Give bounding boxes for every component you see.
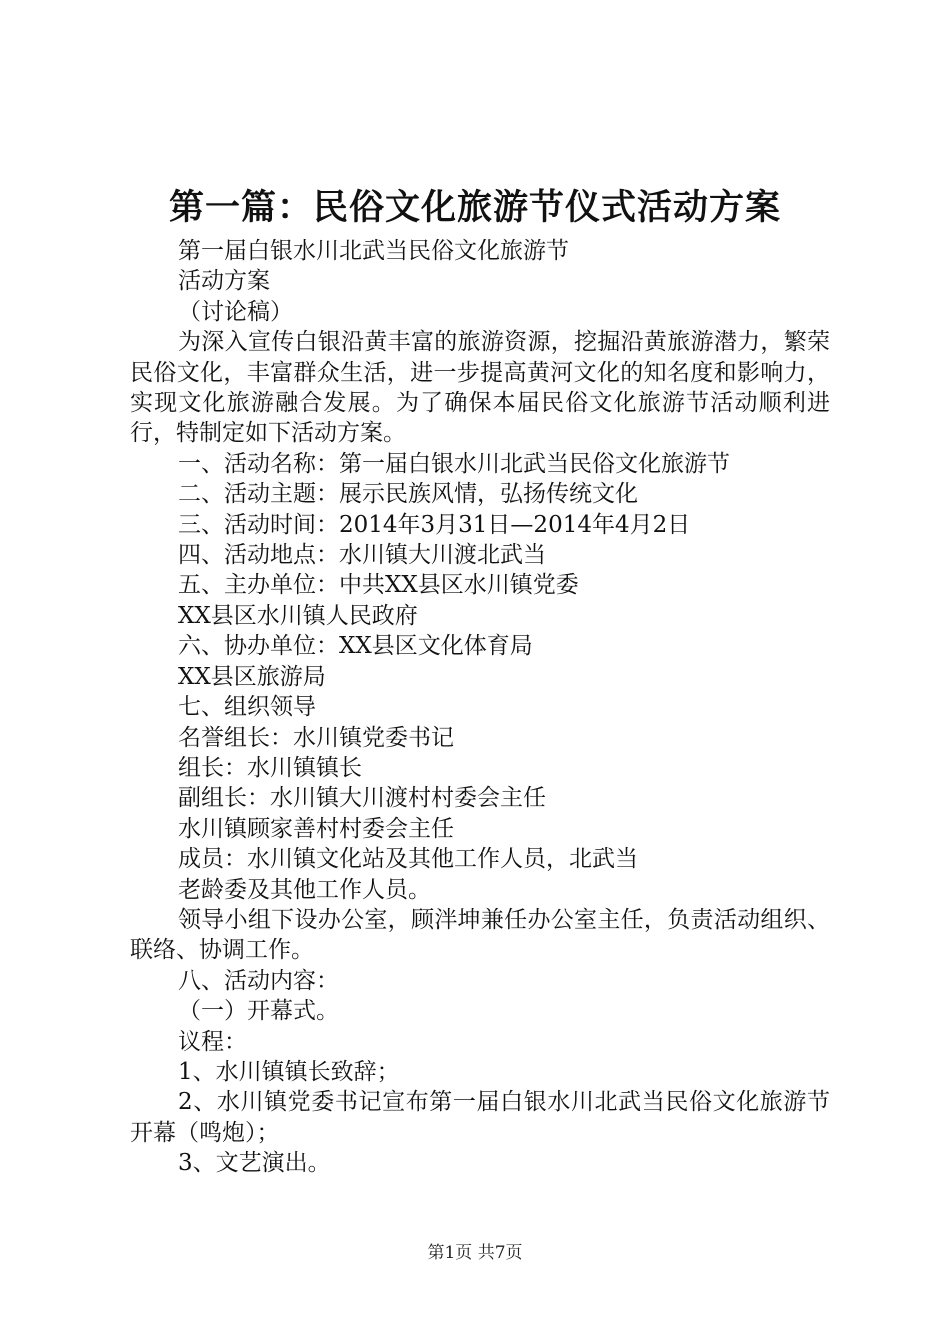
plan-item: 八、活动内容：: [178, 967, 339, 994]
plan-item: 组长：水川镇镇长: [178, 754, 362, 781]
plan-item: 议程：: [178, 1028, 247, 1055]
subtitle-line: 第一届白银水川北武当民俗文化旅游节: [178, 238, 569, 264]
intro-paragraph: 为深入宣传白银沿黄丰富的旅游资源，挖掘沿黄旅游潜力，繁荣民俗文化，丰富群众生活，进一步提高黄河文化的知名度和影响力，实现文化旅游融合发展。为了确保本届民俗文化旅游节活动顺利进行，特制定如下活动方案。: [130, 329, 830, 447]
subtitle-line: 活动方案: [178, 268, 270, 295]
plan-item: 老龄委及其他工作人员。: [178, 876, 431, 903]
plan-item: 名誉组长：水川镇党委书记: [178, 724, 454, 751]
plan-item: 五、主办单位：中共XX县区水川镇党委: [178, 572, 579, 599]
page-footer: 第1页 共7页: [427, 1243, 523, 1263]
agenda-item: 3、文艺演出。: [178, 1150, 331, 1177]
plan-item: 三、活动时间：2014年3月31日—2014年4月2日: [178, 511, 691, 538]
draft-note: （讨论稿）: [178, 298, 293, 325]
plan-item: 成员：水川镇文化站及其他工作人员，北武当: [178, 846, 638, 873]
plan-item: 七、组织领导: [178, 694, 316, 721]
agenda-item: 1、水川镇镇长致辞；: [178, 1058, 400, 1085]
document-title: 第一篇：民俗文化旅游节仪式活动方案: [168, 187, 781, 228]
plan-item: XX县区旅游局: [178, 663, 326, 690]
plan-item: XX县区水川镇人民政府: [178, 602, 418, 629]
document-body: [130, 236, 830, 1179]
plan-item: 副组长：水川镇大川渡村村委会主任: [178, 785, 546, 812]
plan-item: 四、活动地点：水川镇大川渡北武当: [178, 542, 546, 569]
office-paragraph: 领导小组下设办公室，顾泮坤兼任办公室主任，负责活动组织、联络、协调工作。: [130, 906, 830, 964]
plan-item: 二、活动主题：展示民族风情，弘扬传统文化: [178, 481, 638, 508]
plan-item: 一、活动名称：第一届白银水川北武当民俗文化旅游节: [178, 450, 730, 477]
agenda-paragraph: 2、水川镇党委书记宣布第一届白银水川北武当民俗文化旅游节开幕（鸣炮）；: [130, 1089, 830, 1146]
plan-item: 六、协办单位：XX县区文化体育局: [178, 633, 533, 660]
plan-item: 水川镇顾家善村村委会主任: [178, 815, 454, 842]
plan-item: （一）开幕式。: [178, 998, 339, 1025]
